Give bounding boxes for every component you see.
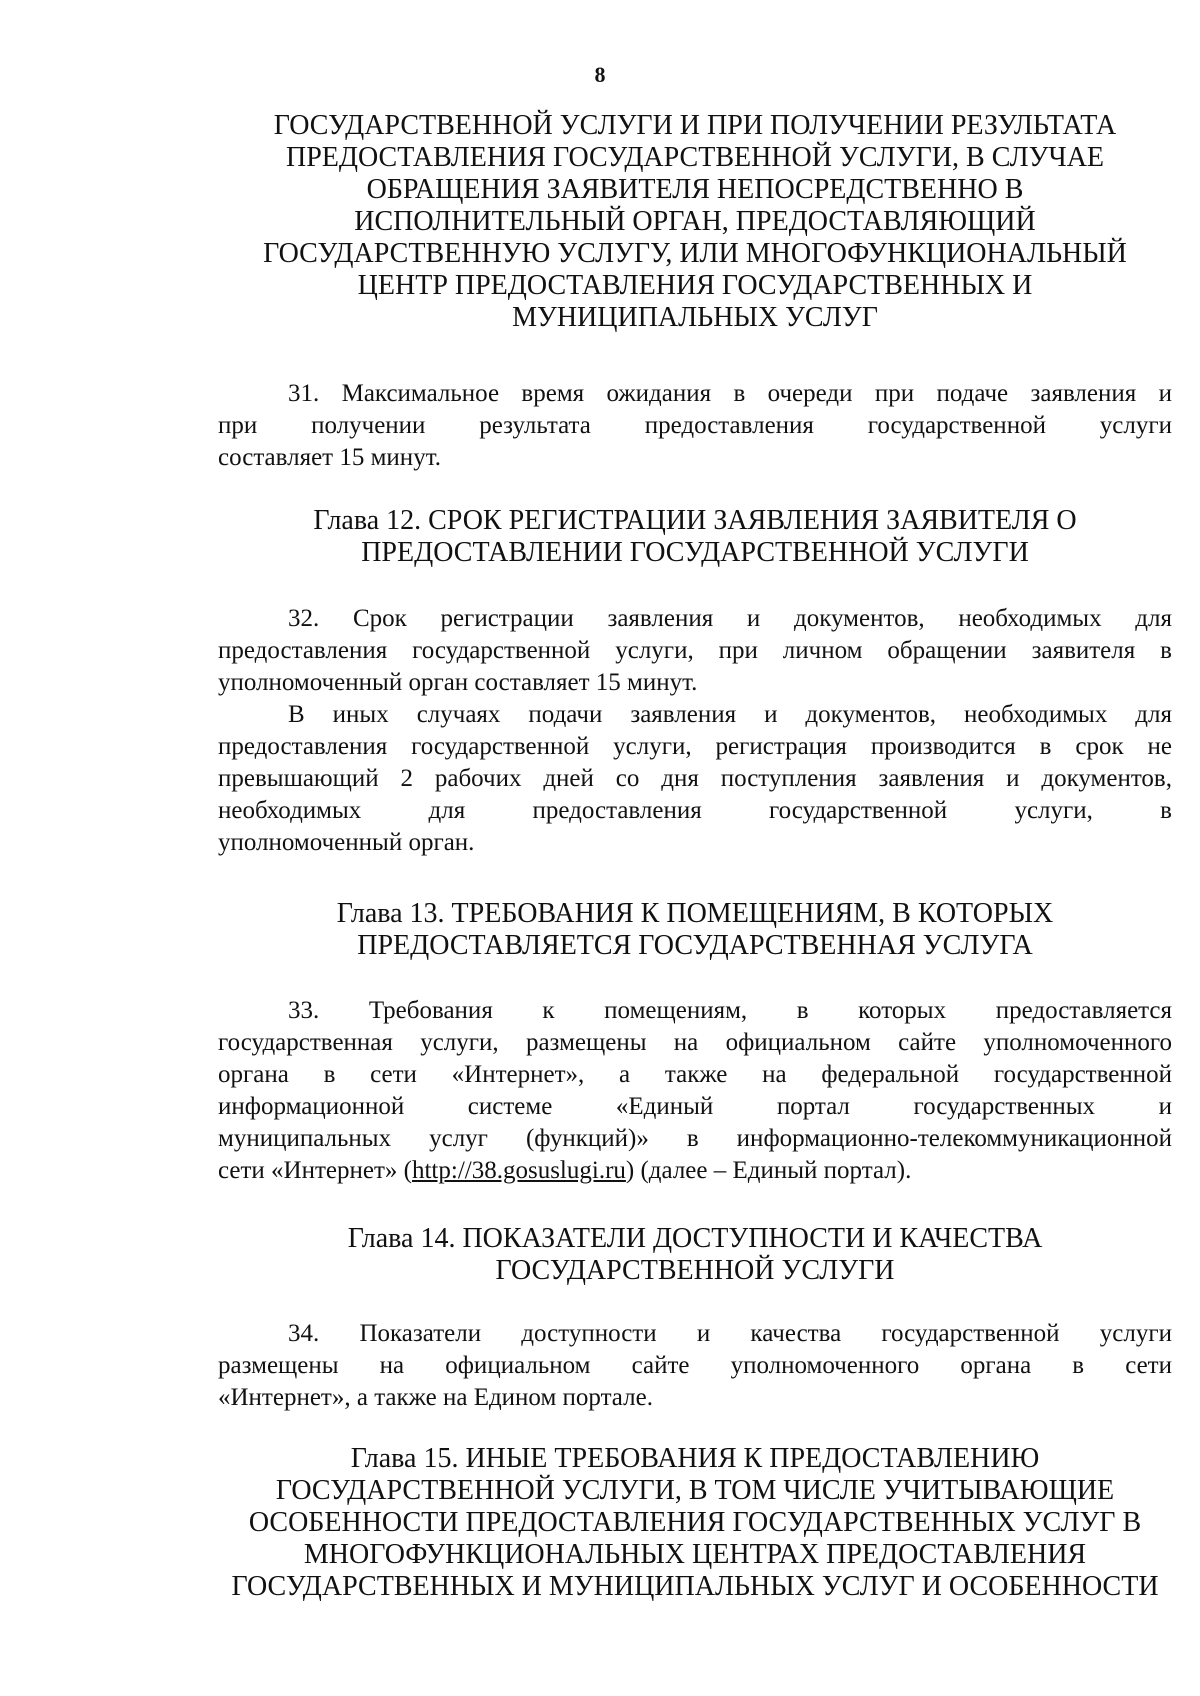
heading-line: МУНИЦИПАЛЬНЫХ УСЛУГ [512, 302, 878, 333]
paragraph-line: 34. Показатели доступности и качества государственной услуги [288, 1320, 1172, 1347]
paragraph-line: 33. Требования к помещениям, в которых предоставляется [288, 997, 1172, 1024]
paragraph-line: уполномоченный орган составляет 15 минут. [218, 669, 698, 696]
heading-line: ИСПОЛНИТЕЛЬНЫЙ ОРГАН, ПРЕДОСТАВЛЯЮЩИЙ [354, 206, 1036, 237]
paragraph-line: 31. Максимальное время ожидания в очереди при подаче заявления и [288, 380, 1172, 407]
paragraph-line: размещены на официальном сайте уполномоченного органа в сети [218, 1352, 1172, 1379]
heading-line: ОСОБЕННОСТИ ПРЕДОСТАВЛЕНИЯ ГОСУДАРСТВЕННЫХ УСЛУГ В [248, 1507, 1142, 1538]
paragraph-line: составляет 15 минут. [218, 444, 441, 471]
paragraph-line: информационной системе «Единый портал государственных и [218, 1093, 1172, 1120]
chapter-12-heading [218, 505, 1172, 569]
paragraph-line: 32. Срок регистрации заявления и документов, необходимых для [288, 605, 1172, 632]
heading-line: МНОГОФУНКЦИОНАЛЬНЫХ ЦЕНТРАХ ПРЕДОСТАВЛЕНИЯ [303, 1539, 1087, 1570]
heading-line: ГОСУДАРСТВЕННОЙ УСЛУГИ [495, 1255, 895, 1286]
paragraph-line: при получении результата предоставления государственной услуги [218, 412, 1172, 439]
heading-line: ПРЕДОСТАВЛЕНИИ ГОСУДАРСТВЕННОЙ УСЛУГИ [361, 537, 1029, 568]
page-number: 8 [594, 62, 606, 87]
heading-line: Глава 15. ИНЫЕ ТРЕБОВАНИЯ К ПРЕДОСТАВЛЕНИЮ [350, 1443, 1040, 1474]
paragraph-line: органа в сети «Интернет», а также на федеральной государственной [218, 1061, 1172, 1088]
text-fragment: ) (далее – Единый портал). [625, 1157, 912, 1184]
heading-line: ГОСУДАРСТВЕННУЮ УСЛУГУ, ИЛИ МНОГОФУНКЦИОНАЛЬНЫЙ [263, 238, 1127, 269]
heading-line: ЦЕНТР ПРЕДОСТАВЛЕНИЯ ГОСУДАРСТВЕННЫХ И [357, 270, 1033, 301]
paragraph-line: необходимых для предоставления государственной услуги, в [218, 797, 1172, 824]
paragraph-line: государственная услуги, размещены на официальном сайте уполномоченного [218, 1029, 1172, 1056]
heading-line: ГОСУДАРСТВЕННОЙ УСЛУГИ, В ТОМ ЧИСЛЕ УЧИТЫВАЮЩИЕ [275, 1475, 1115, 1506]
paragraph-33 [218, 995, 1172, 1187]
heading-line: Глава 14. ПОКАЗАТЕЛИ ДОСТУПНОСТИ И КАЧЕСТВА [347, 1223, 1043, 1254]
gosuslugi-link[interactable]: http://38.gosuslugi.ru [411, 1157, 626, 1184]
paragraph-line: уполномоченный орган. [218, 829, 475, 856]
heading-line: ОБРАЩЕНИЯ ЗАЯВИТЕЛЯ НЕПОСРЕДСТВЕННО В [366, 174, 1024, 205]
chapter-14-heading [218, 1223, 1172, 1287]
heading-line: Глава 13. ТРЕБОВАНИЯ К ПОМЕЩЕНИЯМ, В КОТОРЫХ [336, 898, 1054, 929]
chapter-15-heading [218, 1443, 1172, 1603]
heading-line: ПРЕДОСТАВЛЕНИЯ ГОСУДАРСТВЕННОЙ УСЛУГИ, В СЛУЧАЕ [285, 142, 1105, 173]
paragraph-line: предоставления государственной услуги, при личном обращении заявителя в [218, 637, 1172, 664]
paragraph-line: превышающий 2 рабочих дней со дня поступления заявления и документов, [218, 765, 1172, 792]
paragraph-line: «Интернет», а также на Едином портале. [218, 1384, 653, 1411]
heading-line: ГОСУДАРСТВЕННЫХ И МУНИЦИПАЛЬНЫХ УСЛУГ И ОСОБЕННОСТИ [231, 1571, 1159, 1602]
text-fragment: сети «Интернет» ( [218, 1157, 412, 1184]
paragraph-line: В иных случаях подачи заявления и документов, необходимых для [288, 701, 1172, 728]
paragraph-line [218, 1155, 1172, 1187]
heading-line: Глава 12. СРОК РЕГИСТРАЦИИ ЗАЯВЛЕНИЯ ЗАЯВИТЕЛЯ О [313, 505, 1077, 536]
heading-line: ПРЕДОСТАВЛЯЕТСЯ ГОСУДАРСТВЕННАЯ УСЛУГА [357, 930, 1033, 961]
paragraph-31 [218, 378, 1172, 474]
heading-line: ГОСУДАРСТВЕННОЙ УСЛУГИ И ПРИ ПОЛУЧЕНИИ РЕЗУЛЬТАТА [273, 110, 1117, 141]
chapter-13-heading [218, 898, 1172, 962]
paragraph-34 [218, 1318, 1172, 1414]
paragraph-line: предоставления государственной услуги, регистрация производится в срок не [218, 733, 1172, 760]
paragraph-32 [218, 603, 1172, 859]
section-heading-continuation [218, 110, 1172, 334]
paragraph-line: муниципальных услуг (функций)» в информационно-телекоммуникационной [218, 1125, 1172, 1152]
